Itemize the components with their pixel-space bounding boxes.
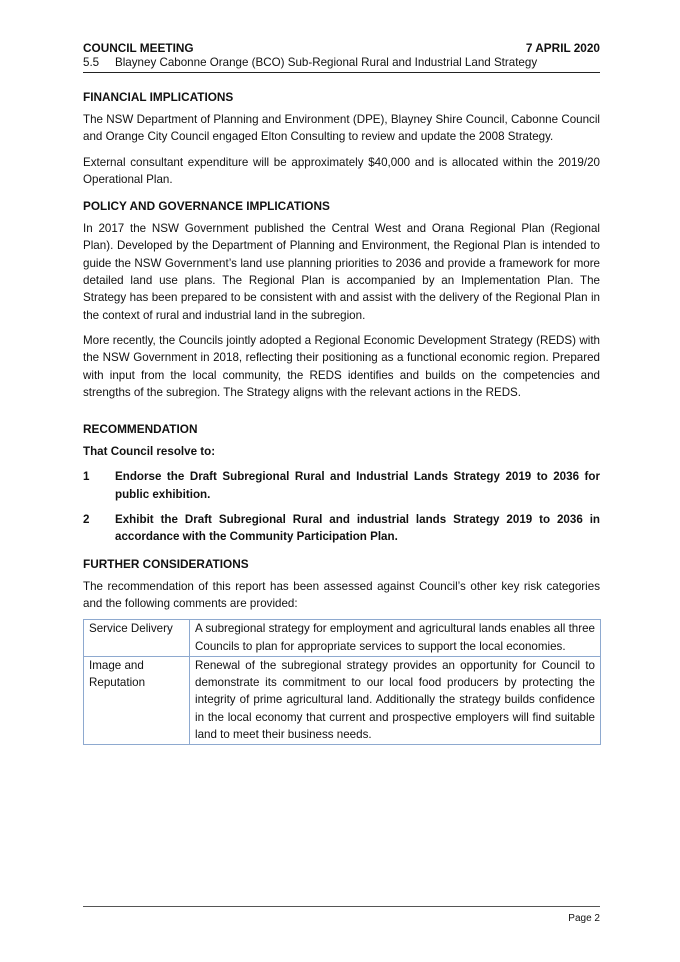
table-row xyxy=(84,656,601,744)
policy-paragraph-2: More recently, the Councils jointly adopted a Regional Economic Development Strategy (REDS) with the NSW Government in 2018, reflecting their positioning as a functional economic region. Prepared with input from the local community, the REDS identifies and builds on the competencies and strengths of the subregion. The Strategy aligns with the relevant actions in the REDS. xyxy=(83,333,600,399)
recommendation-number: 2 xyxy=(83,513,90,527)
recommendation-section xyxy=(83,421,600,545)
recommendation-number: 1 xyxy=(83,470,90,484)
financial-heading: FINANCIAL IMPLICATIONS xyxy=(83,90,234,104)
further-intro: The recommendation of this report has been assessed against Council’s other key risk categories and the following comments are provided: xyxy=(83,579,600,610)
policy-paragraph-1: In 2017 the NSW Government published the Central West and Orana Regional Plan (Regional Plan). Developed by the Department of Planning and Environment, the Regional Plan is intended to guide the NSW Government’s land use planning priorities to 2036 and provide a framework for more detailed land use plans. The Regional Plan is accompanied by an Implementation Plan. The Strategy has been prepared to be consistent with and assist with the delivery of the Regional Plan in the context of rural and industrial land in the subregion. xyxy=(83,222,600,322)
policy-heading: POLICY AND GOVERNANCE IMPLICATIONS xyxy=(83,199,330,214)
further-heading: FURTHER CONSIDERATIONS xyxy=(83,556,249,571)
financial-section xyxy=(83,89,600,188)
risk-comment: A subregional strategy for employment and agricultural lands enables all three Councils to plan for appropriate services to support the local economies. xyxy=(190,620,601,657)
meeting-title: COUNCIL MEETING xyxy=(83,41,194,55)
recommendation-item xyxy=(83,468,600,503)
risk-table xyxy=(83,619,601,745)
page-header xyxy=(83,41,600,73)
recommendation-intro: That Council resolve to: xyxy=(83,445,216,459)
risk-category: Service Delivery xyxy=(84,620,190,657)
financial-paragraph-2: External consultant expenditure will be approximately $40,000 and is allocated within the 2019/20 Operational Plan. xyxy=(83,155,600,186)
policy-section xyxy=(83,198,600,401)
recommendation-heading: RECOMMENDATION xyxy=(83,422,198,437)
recommendation-text: Exhibit the Draft Subregional Rural and industrial lands Strategy 2019 to 2036 in accordance with the Community Participation Plan. xyxy=(115,513,600,544)
risk-category: Image and Reputation xyxy=(84,656,190,744)
item-title: Blayney Cabonne Orange (BCO) Sub-Regional Rural and Industrial Land Strategy xyxy=(115,56,538,69)
table-row xyxy=(84,620,601,657)
recommendation-item xyxy=(83,511,600,546)
further-considerations-section xyxy=(83,556,600,746)
risk-comment: Renewal of the subregional strategy provides an opportunity for Council to demonstrate its commitment to our local food producers by protecting the integrity of prime agricultural land. Additionally the strategy builds confidence in the local economy that current and prospective employers will find suitable land to meet their business needs. xyxy=(190,656,601,744)
recommendation-text: Endorse the Draft Subregional Rural and Industrial Lands Strategy 2019 to 2036 for public exhibition. xyxy=(115,470,600,501)
item-number: 5.5 xyxy=(83,56,100,69)
financial-paragraph-1: The NSW Department of Planning and Environment (DPE), Blayney Shire Council, Cabonne Council and Orange City Council engaged Elton Consulting to review and update the 2008 Strategy. xyxy=(83,113,600,144)
meeting-date: 7 APRIL 2020 xyxy=(525,41,600,55)
page-number: Page 2 xyxy=(568,913,600,924)
report-body xyxy=(83,89,600,755)
page-footer xyxy=(83,906,600,924)
